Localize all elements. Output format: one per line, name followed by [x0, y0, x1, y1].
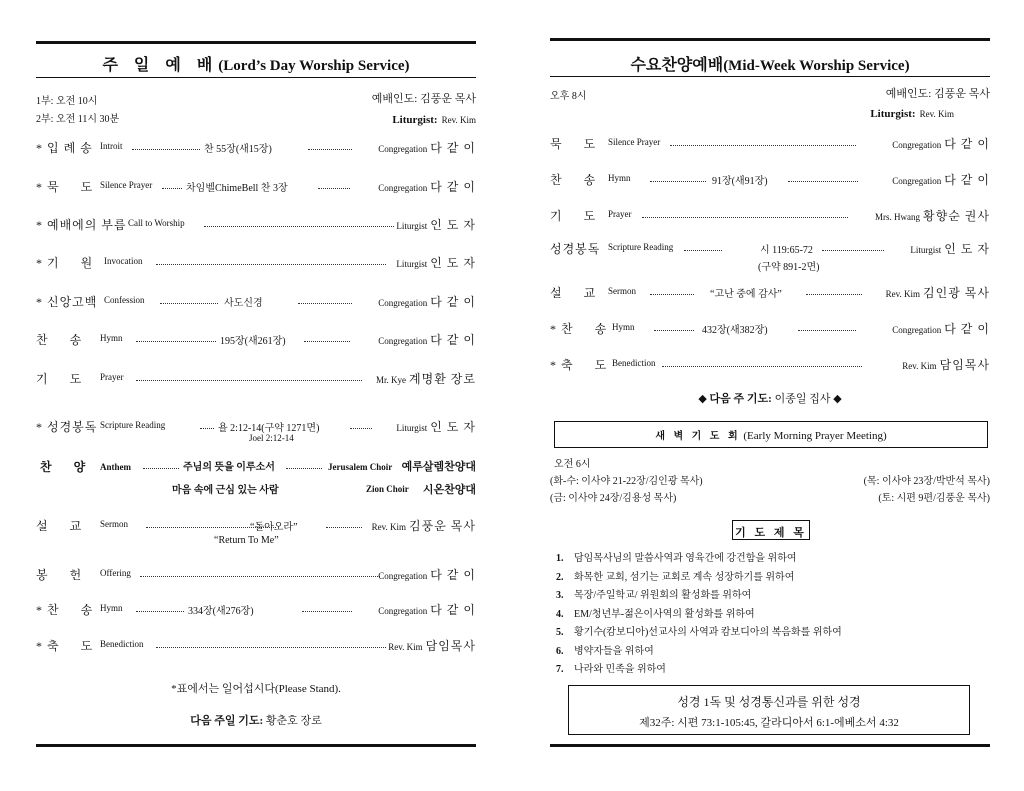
- row-responsible: [378, 566, 476, 583]
- row-who: 김인광 목사: [923, 286, 990, 300]
- dotted-leader: [132, 149, 200, 150]
- service-row: [36, 254, 476, 272]
- bible-reading-title: 성경 1독 및 성경통신과를 위한 성경: [677, 695, 861, 709]
- anthem-english: Anthem: [100, 462, 131, 472]
- row-korean: * 찬 송: [36, 603, 94, 617]
- service-row: [36, 139, 476, 157]
- prayer-topic-number: 6.: [556, 645, 564, 657]
- service-row: [36, 566, 476, 584]
- row-korean: 기 도: [550, 209, 597, 223]
- worship-leader: 예배인도: 김풍운 목사: [885, 88, 990, 100]
- dotted-leader: [302, 611, 352, 612]
- anthem-2-who: 시온찬양대: [422, 484, 476, 496]
- row-korean: 기 도: [36, 372, 83, 386]
- row-detail: 욜 2:12-14(구약 1271면): [218, 423, 320, 434]
- row-english: Silence Prayer: [608, 137, 661, 147]
- row-korean: 봉 헌: [36, 568, 83, 582]
- row-responsible: [378, 178, 476, 195]
- row-responsible: [378, 139, 476, 156]
- lords-day-worship-page: [36, 0, 476, 791]
- dotted-leader: [160, 303, 218, 304]
- row-responsible: [892, 171, 990, 188]
- row-english: Hymn: [608, 173, 631, 183]
- dawn-schedule-thu: (목: 이사야 23장/박반석 목사): [863, 476, 990, 487]
- service-row: [550, 320, 990, 338]
- prayer-topic-number: 5.: [556, 627, 564, 638]
- service-time: 오후 8시: [550, 91, 587, 102]
- dotted-leader: [318, 188, 350, 189]
- row-korean: * 찬 송: [550, 322, 608, 336]
- row-english: Sermon: [100, 519, 128, 529]
- row-responsible: [378, 601, 476, 618]
- row-responsible: [376, 370, 476, 387]
- liturgist-label: Liturgist:: [392, 114, 438, 126]
- row-english: Sermon: [608, 286, 636, 296]
- prayer-topic: [556, 549, 842, 568]
- service-row: [36, 637, 476, 655]
- row-who: 다 같 이: [944, 137, 990, 151]
- prayer-topic-number: 2.: [556, 571, 564, 583]
- scripture-reference: Joel 2:12-14: [249, 433, 294, 443]
- row-responsible: [396, 216, 476, 233]
- row-english: Hymn: [100, 333, 123, 343]
- row-responsible: [902, 356, 990, 373]
- dawn-prayer-title: [555, 427, 987, 442]
- worship-leader: 예배인도: 김풍운 목사: [371, 93, 476, 105]
- row-role: Congregation: [378, 336, 428, 346]
- row-who: 인 도 자: [944, 242, 990, 256]
- anthem-2-choir: Zion Choir: [366, 484, 409, 494]
- row-responsible: [378, 331, 476, 348]
- row-role: Rev. Kim: [388, 642, 423, 652]
- title-korean: 주 일 예 배: [102, 57, 219, 74]
- row-detail: 차임벨ChimeBell 찬 3장: [186, 183, 288, 194]
- row-responsible: [396, 418, 476, 435]
- service-row: [550, 135, 990, 153]
- prayer-topic-text: 담임목사님의 말씀사역과 영육간에 강건함을 위하여: [574, 553, 797, 564]
- top-rule: [550, 38, 990, 41]
- row-korean: * 입 례 송: [36, 141, 93, 155]
- row-role: Liturgist: [396, 423, 428, 433]
- dotted-leader: [670, 145, 856, 146]
- dawn-title-korean: 새 벽 기 도 회: [655, 431, 741, 442]
- row-role: Congregation: [892, 325, 942, 335]
- prayer-topic-number: 1.: [556, 553, 564, 564]
- row-english: Invocation: [104, 256, 143, 266]
- prayer-topic: [556, 623, 842, 642]
- prayer-topic-number: 4.: [556, 608, 564, 620]
- prayer-topic-text: 목장/주일학교/ 위원회의 활성화를 위하여: [574, 590, 752, 601]
- row-role: Congregation: [892, 140, 942, 150]
- next-prayer-label: 다음 주일 기도:: [190, 715, 264, 727]
- row-who: 다 같 이: [430, 141, 476, 155]
- service-row: [36, 293, 476, 311]
- dotted-leader: [684, 250, 722, 251]
- dawn-schedule-tue: (화-수: 이사야 21-22장/김인광 목사): [550, 476, 703, 487]
- prayer-topic: [556, 586, 842, 605]
- dotted-leader: [654, 330, 694, 331]
- row-korean: * 예배에의 부름: [36, 218, 127, 232]
- dotted-leader: [136, 380, 362, 381]
- dotted-leader: [143, 468, 179, 469]
- title-english: (Lord’s Day Worship Service): [218, 58, 410, 74]
- row-english: Offering: [100, 568, 131, 578]
- row-role: Liturgist: [396, 221, 428, 231]
- bible-reading-week: 제32주: 시편 73:1-105:45, 갈라디아서 6:1-에베소서 4:32: [639, 717, 899, 729]
- row-detail: 시 119:65-72: [760, 245, 813, 256]
- anthem-2-title: 마음 속에 근심 있는 사람: [172, 485, 279, 496]
- row-english: Prayer: [608, 209, 632, 219]
- row-role: Rev. Kim: [902, 361, 937, 371]
- next-prayer-line: [550, 390, 990, 406]
- row-responsible: [396, 254, 476, 271]
- service-row: [550, 356, 990, 374]
- row-role: Mr. Kye: [376, 375, 407, 385]
- row-korean: * 신앙고백: [36, 295, 98, 309]
- service-row: [550, 284, 990, 302]
- row-detail: 195장(새261장): [220, 336, 286, 347]
- next-prayer-name: 이종일 집사 ◆: [774, 393, 842, 405]
- dotted-leader: [650, 181, 706, 182]
- prayer-topic: [556, 605, 842, 624]
- row-responsible: [892, 320, 990, 337]
- row-english: Introit: [100, 141, 123, 151]
- dotted-leader: [140, 576, 380, 577]
- row-who: 김풍운 목사: [409, 519, 476, 533]
- row-who: 담임목사: [939, 358, 990, 372]
- row-english: Prayer: [100, 372, 124, 382]
- row-role: Liturgist: [910, 245, 942, 255]
- dotted-leader: [788, 181, 858, 182]
- bottom-rule: [550, 744, 990, 747]
- dawn-schedule-sat: (토: 시편 9편/김풍운 목사): [878, 493, 990, 504]
- row-responsible: [910, 240, 990, 257]
- row-english: Scripture Reading: [100, 420, 166, 430]
- dotted-leader: [822, 250, 884, 251]
- dotted-leader: [298, 303, 352, 304]
- row-detail: 334장(새276장): [188, 606, 254, 617]
- prayer-topic-text: 병약자들을 위하여: [574, 645, 654, 657]
- row-english: Benediction: [612, 358, 656, 368]
- row-responsible: [886, 284, 990, 301]
- liturgist-label: Liturgist:: [870, 108, 916, 120]
- row-role: Mrs. Hwang: [875, 212, 921, 222]
- dawn-schedule-fri: (금: 이사야 24장/김용성 목사): [550, 493, 677, 504]
- row-english: Scripture Reading: [608, 242, 674, 252]
- row-responsible: [388, 637, 476, 654]
- dotted-leader: [304, 341, 350, 342]
- row-detail: “고난 중에 감사”: [710, 289, 782, 300]
- dawn-title-english: (Early Morning Prayer Meeting): [743, 430, 887, 442]
- liturgist-name: Rev. Kim: [441, 115, 476, 125]
- row-who: 다 같 이: [430, 333, 476, 347]
- prayer-topic: [556, 568, 842, 587]
- prayer-topic-number: 3.: [556, 590, 564, 601]
- page-title: [36, 52, 476, 75]
- row-korean: 묵 도: [550, 137, 597, 151]
- row-responsible: [372, 517, 476, 534]
- row-who: 다 같 이: [430, 603, 476, 617]
- page-title: [550, 52, 990, 75]
- next-prayer-name: 황춘호 장로: [265, 715, 322, 727]
- liturgist-line: [392, 110, 476, 128]
- service-row: [36, 370, 476, 388]
- dawn-time: 오전 6시: [554, 459, 591, 470]
- row-who: 다 같 이: [944, 173, 990, 187]
- row-role: Rev. Kim: [885, 289, 921, 299]
- mid-week-worship-page: [550, 0, 990, 791]
- row-korean: * 묵 도: [36, 180, 94, 194]
- row-who: 황향순 권사: [923, 209, 990, 223]
- row-korean: 설 교: [550, 286, 597, 300]
- dotted-leader: [286, 468, 322, 469]
- dotted-leader: [650, 294, 694, 295]
- title-rule: [550, 76, 990, 77]
- row-korean: * 축 도: [36, 639, 94, 653]
- liturgist-name: Rev. Kim: [919, 109, 954, 119]
- bottom-rule: [36, 744, 476, 747]
- row-responsible: [378, 293, 476, 310]
- dotted-leader: [326, 527, 362, 528]
- row-who: 다 같 이: [430, 295, 476, 309]
- dawn-prayer-header-box: [554, 421, 988, 448]
- row-korean: 찬 송: [550, 173, 597, 187]
- row-who: 담임목사: [425, 639, 476, 653]
- dotted-leader: [308, 149, 352, 150]
- prayer-topics-title: 기 도 제 목: [732, 520, 810, 540]
- dotted-leader: [806, 294, 862, 295]
- next-prayer-line: [36, 712, 476, 728]
- row-korean: * 성경봉독: [36, 420, 98, 434]
- row-responsible: [892, 135, 990, 152]
- prayer-topic-number: 7.: [556, 664, 564, 675]
- dotted-leader: [162, 188, 182, 189]
- row-korean: 성경봉독: [550, 242, 601, 256]
- prayer-topic-text: 화목한 교회, 섬기는 교회로 계속 성장하기를 위하여: [574, 571, 795, 583]
- row-english: Silence Prayer: [100, 180, 153, 190]
- row-role: Congregation: [378, 183, 428, 193]
- dotted-leader: [662, 366, 862, 367]
- prayer-topics-list: [556, 549, 842, 679]
- row-role: Congregation: [378, 606, 428, 616]
- row-role: Congregation: [378, 298, 428, 308]
- service-row: [36, 216, 476, 234]
- row-who: 인 도 자: [430, 218, 476, 232]
- bible-reading-box: [568, 685, 970, 735]
- row-korean: 설 교: [36, 519, 83, 533]
- service-row: [36, 601, 476, 619]
- liturgist-line: [870, 104, 954, 122]
- dotted-leader: [136, 611, 184, 612]
- prayer-topic: [556, 660, 842, 679]
- row-who: 인 도 자: [430, 420, 476, 434]
- row-role: Congregation: [892, 176, 942, 186]
- row-role: Congregation: [378, 144, 428, 154]
- dotted-leader: [798, 330, 856, 331]
- service-time-2: 2부: 오전 11시 30분: [36, 114, 120, 125]
- dotted-leader: [350, 428, 372, 429]
- row-english: Benediction: [100, 639, 144, 649]
- service-time-1: 1부: 오전 10시: [36, 96, 98, 107]
- anthem-1-title: 주님의 뜻을 이루소서: [183, 462, 275, 473]
- row-detail: 사도신경: [224, 298, 263, 309]
- row-detail: 91장(새91장): [712, 176, 768, 187]
- row-responsible: [875, 207, 990, 224]
- service-row: [550, 207, 990, 225]
- row-role: Rev. Kim: [371, 522, 407, 532]
- top-rule: [36, 41, 476, 44]
- anthem-label: 찬 양: [40, 460, 87, 474]
- service-row: [550, 171, 990, 189]
- row-korean: * 축 도: [550, 358, 608, 372]
- title-rule: [36, 77, 476, 78]
- dotted-leader: [156, 647, 386, 648]
- row-who: 인 도 자: [430, 256, 476, 270]
- dotted-leader: [136, 341, 216, 342]
- next-prayer-label: ◆ 다음 주 기도:: [698, 393, 772, 405]
- prayer-topic-text: EM/청년부-젊은이사역의 활성화를 위하여: [574, 608, 755, 620]
- sermon-english-title: “Return To Me”: [214, 535, 279, 546]
- dotted-leader: [156, 264, 386, 265]
- row-english: Call to Worship: [128, 218, 185, 228]
- row-detail: 432장(새382장): [702, 325, 768, 336]
- row-detail: “돌아오라”: [250, 522, 298, 533]
- row-role: Congregation: [378, 571, 428, 581]
- title-english: (Mid-Week Worship Service): [723, 58, 910, 74]
- title-korean: 수요찬양예배: [630, 57, 724, 74]
- dotted-leader: [642, 217, 848, 218]
- row-who: 다 같 이: [944, 322, 990, 336]
- prayer-topic: [556, 642, 842, 661]
- prayer-topic-text: 황기수(캄보디아)선교사의 사역과 캄보디아의 복음화를 위하여: [574, 627, 842, 638]
- row-detail: 찬 55장(새15장): [204, 144, 272, 155]
- row-korean: * 기 원: [36, 256, 94, 270]
- anthem-1-who: 예루살렘찬양대: [401, 461, 476, 473]
- row-who: 다 같 이: [430, 180, 476, 194]
- stand-note: *표에서는 일어섭시다(Please Stand).: [171, 683, 341, 695]
- service-row: [36, 331, 476, 349]
- row-english: Hymn: [100, 603, 123, 613]
- service-row: [550, 240, 990, 258]
- row-who: 계명환 장로: [409, 372, 476, 386]
- dotted-leader: [204, 226, 394, 227]
- row-who: 다 같 이: [430, 568, 476, 582]
- row-english: Confession: [104, 295, 145, 305]
- anthem-1-choir: Jerusalem Choir: [328, 462, 393, 472]
- row-english: Hymn: [612, 322, 635, 332]
- row-korean: 찬 송: [36, 333, 83, 347]
- service-row: [36, 517, 476, 535]
- dotted-leader: [200, 428, 214, 429]
- scripture-reference: (구약 891-2면): [758, 262, 820, 273]
- service-row: [36, 178, 476, 196]
- row-role: Liturgist: [396, 259, 428, 269]
- prayer-topic-text: 나라와 민족을 위하여: [574, 664, 666, 675]
